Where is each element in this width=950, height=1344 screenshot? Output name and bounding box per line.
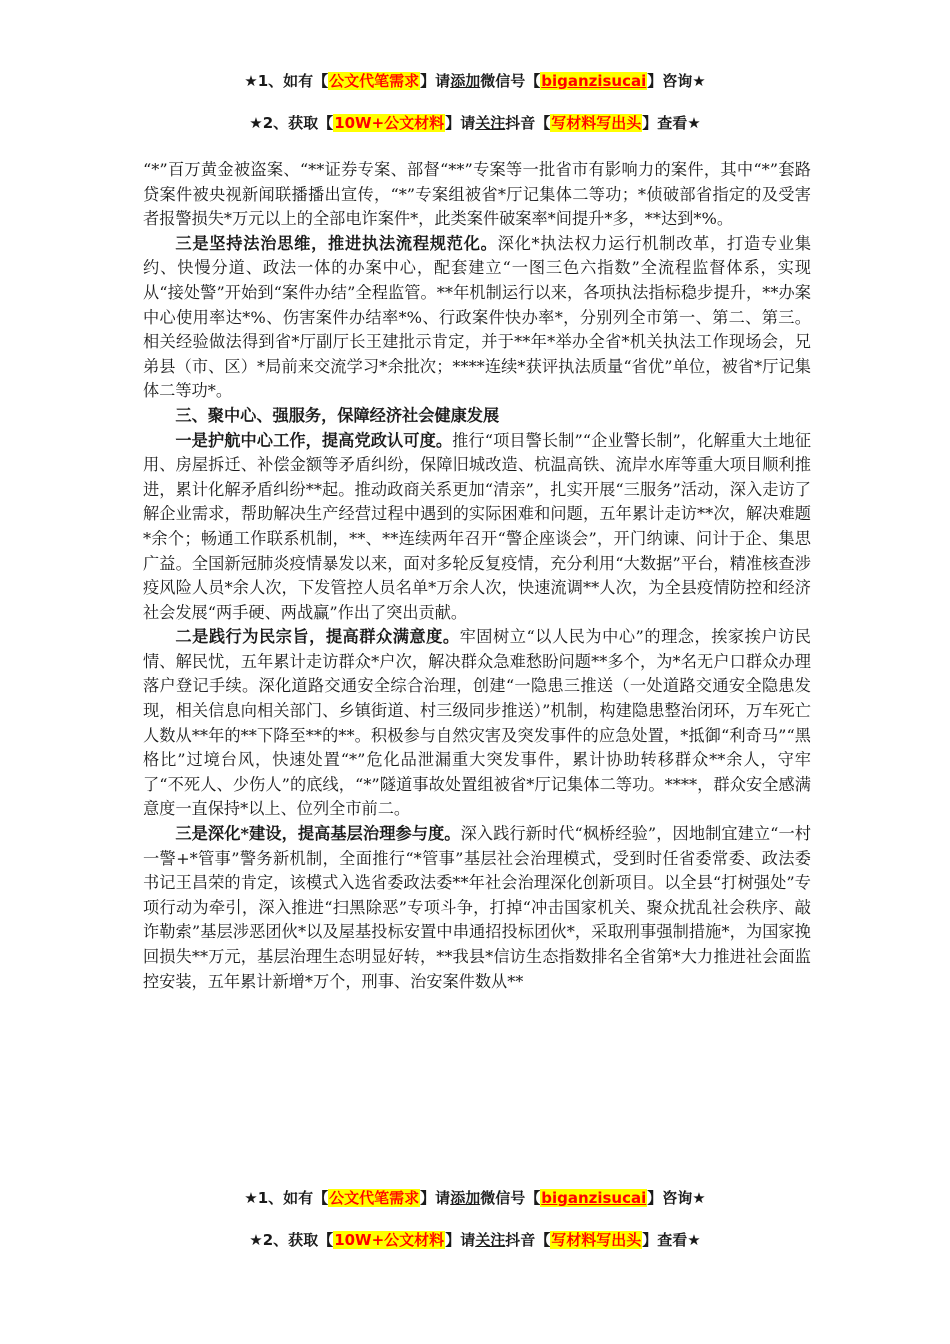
banner-text: 】咨询★ [647, 1189, 706, 1207]
banner-text: 微信号【 [480, 1189, 541, 1207]
banner-emphasis: 添加 [450, 72, 481, 90]
banner-highlight-wechat-id: biganzisucai [541, 1189, 647, 1207]
paragraph [143, 822, 811, 994]
banner-highlight-wechat-id: biganzisucai [541, 72, 647, 90]
paragraph [143, 232, 811, 404]
banner-highlight-douyin-id: 写材料写出头 [551, 114, 642, 132]
banner-text: 】请 [445, 114, 476, 132]
banner-text: ★2、获取【 [249, 1231, 334, 1249]
promo-banner-line-2-footer [0, 1228, 950, 1252]
banner-text: 微信号【 [480, 72, 541, 90]
paragraph-lead: 三是深化*建设，提高基层治理参与度。 [175, 824, 461, 844]
banner-highlight-service: 公文代笔需求 [329, 72, 420, 90]
paragraph: “*”百万黄金被盗案、“**证券专案、部督“**”专案等一批省市有影响力的案件，其中“*”套路贷案件被央视新闻联播播出宣传，“*”专案组被省*厅记集体二等功；*侦破部省指定的及受害者报警损失*万元以上的全部电诈案件*，此类案件破案率*间提升*多，**达到*%。 [143, 160, 811, 229]
document-body [143, 158, 811, 994]
banner-text: 】请 [445, 1231, 476, 1249]
banner-highlight-douyin-id: 写材料写出头 [551, 1231, 642, 1249]
banner-text: 抖音【 [505, 1231, 551, 1249]
paragraph-body: 深入践行新时代“枫桥经验”，因地制宜建立“一村一警+*管事”警务新机制，全面推行“*管事”基层社会治理模式，受到时任省委常委、政法委书记王昌荣的肯定，该模式入选省委政法委**年社会治理深化创新项目。以全县“打树强处”专项行动为牵引，深入推进“扫黑除恶”专项斗争，打掉“冲击国家机关、聚众扰乱社会秩序、敲诈勒索”基层涉恶团伙*以及屋基投标安置中串通招投标团伙*，采取刑事强制措施*，为国家挽回损失**万元，基层治理生态明显好转，**我县*信访生态指数排名全省第*大力推进社会面监控安装，五年累计新增*万个，刑事、治安案件数从** [143, 824, 811, 991]
paragraph [143, 429, 811, 626]
section-heading: 三、聚中心、强服务，保障经济社会健康发展 [175, 405, 500, 425]
banner-text: 】请 [420, 72, 451, 90]
banner-text: 】查看★ [642, 1231, 701, 1249]
paragraph-body: 推行“项目警长制”“企业警长制”，化解重大土地征用、房屋拆迁、补偿金额等矛盾纠纷，保障旧城改造、杭温高铁、流岸水库等重大项目顺利推进，累计化解矛盾纠纷**起。推动政商关系更加“清亲”，扎实开展“三服务”活动，深入走访了解企业需求，帮助解决生产经营过程中遇到的实际困难和问题，五年累计走访**次，解决难题*余个；畅通工作联系机制，**、**连续两年召开“警企座谈会”，开门纳谏、问计于企、集思广益。全国新冠肺炎疫情暴发以来，面对多轮反复疫情，充分利用“大数据”平台，精准核查涉疫风险人员*余人次，下发管控人员名单*万余人次，快速流调**人次，为全县疫情防控和经济社会发展“两手硬、两战赢”作出了突出贡献。 [143, 430, 812, 622]
paragraph-lead: 一是护航中心工作，提高党政认可度。 [175, 430, 453, 450]
banner-emphasis: 关注 [475, 114, 506, 132]
paragraph-lead: 二是践行为民宗旨，提高群众满意度。 [175, 627, 460, 647]
paragraph-body: 深化*执法权力运行机制改革，打造专业集约、快慢分道、政法一体的办案中心，配套建立“一图三色六指数”全流程监督体系，实现从“接处警”开始到“案件办结”全程监管。**年机制运行以来，各项执法指标稳步提升，**办案中心使用率达*%、伤害案件办结率*%、行政案件快办率*，分别列全市第一、第二、第三。相关经验做法得到省*厅副厅长王建批示肯定，并于**年*举办全省*机关执法工作现场会，兄弟县（市、区）*局前来交流学习*余批次；****连续*获评执法质量“省优”单位，被省*厅记集体二等功*。 [143, 233, 812, 401]
paragraph-lead: 三是坚持法治思维，推进执法流程规范化。 [175, 233, 498, 253]
banner-text: 】查看★ [642, 114, 701, 132]
banner-text: ★1、如有【 [244, 1189, 329, 1207]
promo-banner-line-1-footer [0, 1186, 950, 1210]
banner-text: 】请 [420, 1189, 451, 1207]
banner-text: 抖音【 [505, 114, 551, 132]
promo-banner-line-2 [0, 111, 950, 135]
banner-text: ★1、如有【 [244, 72, 329, 90]
banner-text: ★2、获取【 [249, 114, 334, 132]
banner-highlight-materials: 10W+公文材料 [334, 114, 445, 132]
promo-banner-line-1 [0, 69, 950, 93]
banner-emphasis: 添加 [450, 1189, 481, 1207]
banner-text: 】咨询★ [647, 72, 706, 90]
paragraph-body: 牢固树立“以人民为中心”的理念，挨家挨户访民情、解民忧，五年累计走访群众*户次，解决群众急难愁盼问题**多个，为*名无户口群众办理落户登记手续。深化道路交通安全综合治理，创建“一隐患三推送（一处道路交通安全隐患发现，相关信息向相关部门、乡镇街道、村三级同步推送）”机制，构建隐患整治闭环，万车死亡人数从**年的**下降至**的**。积极参与自然灾害及突发事件的应急处置，*抵御“利奇马”“黑格比”过境台风，快速处置“*”危化品泄漏重大突发事件，累计协助转移群众**余人，守牢了“不死人、少伤人”的底线，“*”隧道事故处置组被省*厅记集体二等功。****，群众安全感满意度一直保持*以上、位列全市前二。 [143, 627, 811, 819]
banner-highlight-service: 公文代笔需求 [329, 1189, 420, 1207]
paragraph [143, 625, 811, 822]
banner-highlight-materials: 10W+公文材料 [334, 1231, 445, 1249]
banner-emphasis: 关注 [475, 1231, 506, 1249]
